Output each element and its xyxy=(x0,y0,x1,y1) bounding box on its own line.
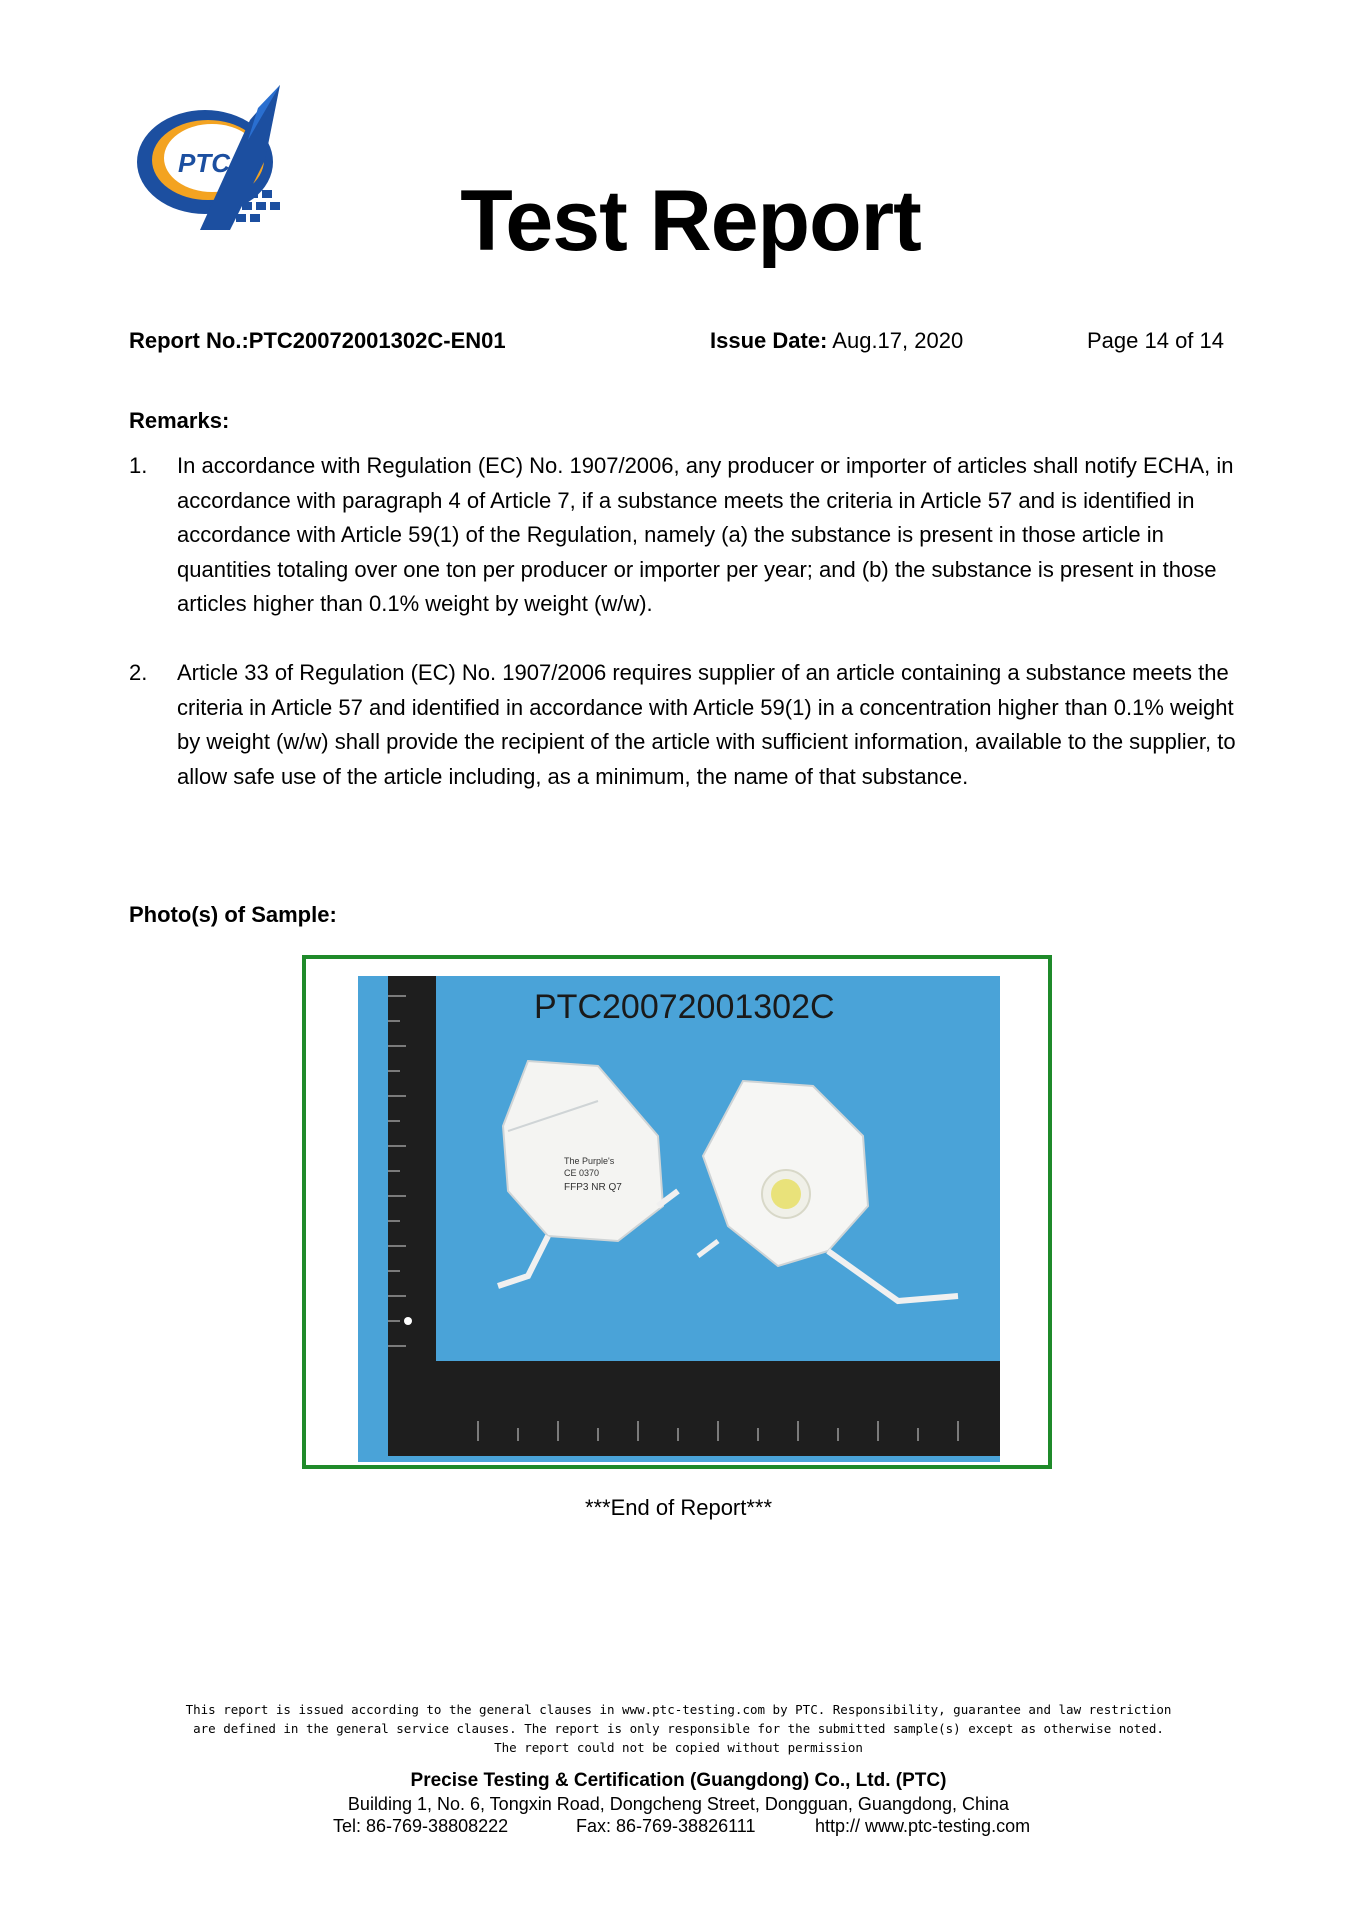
issue-date xyxy=(710,328,963,354)
remark-number: 2. xyxy=(129,660,148,685)
photos-heading: Photo(s) of Sample: xyxy=(129,902,337,927)
company-website: http:// www.ptc-testing.com xyxy=(815,1816,1031,1836)
page-title xyxy=(0,172,1357,271)
page-number: Page 14 of 14 xyxy=(1087,328,1225,353)
remark-text: In accordance with Regulation (EC) No. 1907/2006, any producer or importer of articles shall notify ECHA, in accordance with paragraph 4 of Article 7, if a substance meets the criteria in Article 57 and is identified in accordance with Article 59(1) of the Regulation, namely (a) the substance is present in those article in quantities totaling over one ton per producer or importer per year; and (b) the substance is present in those articles higher than 0.1% weight by weight (w/w). xyxy=(177,453,1234,616)
company-tel: Tel: 86-769-38808222 xyxy=(333,1816,509,1836)
remarks-heading: Remarks: xyxy=(129,408,230,433)
company-fax: Fax: 86-769-38826111 xyxy=(576,1816,756,1836)
company-address: Building 1, No. 6, Tongxin Road, Dongcheng Street, Dongguan, Guangdong, China xyxy=(347,1794,1010,1814)
footer-note: This report is issued according to the general clauses in www.ptc-testing.com by PTC. Responsibility, guarantee and law restriction xyxy=(185,1702,1172,1717)
remark-number: 1. xyxy=(129,453,148,478)
issue-date-label: Issue Date: xyxy=(710,328,828,353)
issue-date-value: Aug.17, 2020 xyxy=(832,328,964,353)
footer-note: The report could not be copied without permission xyxy=(494,1740,863,1755)
page-title-text: Test Report xyxy=(460,173,921,269)
end-of-report: ***End of Report*** xyxy=(584,1495,773,1520)
logo-text: PTC xyxy=(178,148,230,178)
sample-photo-label: PTC20072001302C xyxy=(534,988,835,1026)
report-number: Report No.:PTC20072001302C-EN01 xyxy=(129,328,506,353)
sample-photo-frame xyxy=(302,955,1052,1469)
mask-print-line: CE 0370 xyxy=(564,1168,600,1178)
footer-note: are defined in the general service clauses. The report is only responsible for the submitted sample(s) except as otherwise noted. xyxy=(193,1721,1164,1736)
company-name: Precise Testing & Certification (Guangdong) Co., Ltd. (PTC) xyxy=(410,1770,947,1791)
sample-photo xyxy=(358,976,1000,1462)
mask-print-line: The Purple's xyxy=(564,1156,615,1166)
mask-print-line: FFP3 NR Q7 xyxy=(564,1182,622,1193)
remark-text: Article 33 of Regulation (EC) No. 1907/2006 requires supplier of an article containing a substance meets the criteria in Article 57 and identified in accordance with Article 59(1) in a concentration higher than 0.1% weight by weight (w/w) shall provide the recipient of the article with sufficient information, available to the supplier, to allow safe use of the article including, as a minimum, the name of that substance. xyxy=(177,660,1236,789)
